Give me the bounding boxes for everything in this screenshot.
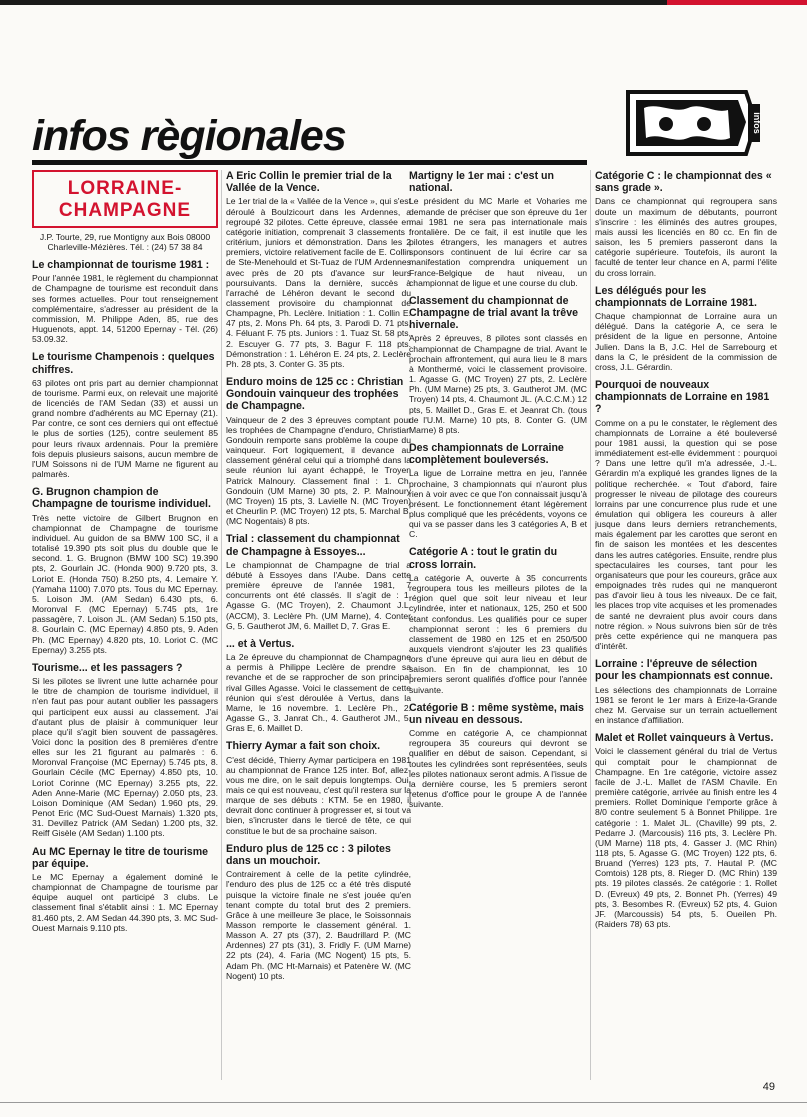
- column-1: [32, 170, 218, 1070]
- article-heading: Pourquoi de nouveaux championnats de Lorraine en 1981 ?: [595, 379, 770, 416]
- article-body: Contrairement à celle de la petite cylindrée, l'enduro des plus de 125 cc a été très disputé puisque la victoire finale ne s'est jouée qu'en tenant compte du total brut des 2 premiers. Grâce à une meilleure 3e place, le Soissonnais Masson remporte le classement général. 1. Masson A. 27 pts (37), 2. Baudrillard P. (MC Ardennes) 27 pts (31), 3. Fridly F. (UM Marne) 22 pts (24), 4. Faria (MC Nogent) 15 pts, 5. Adam Ph. (MC Ht-Marnais) et Patenère W. (MC Nogent) 10 pts.: [226, 869, 411, 981]
- article: [595, 732, 777, 929]
- article-body: Comme on a pu le constater, le règlement des championnats de Lorraine a été bouleversé pour 1981 aussi, la question qui se pose immédiatement est-elle évidemment : pourquoi ? Dans une lettre qu'il m'a adressée, J.-L. Gérardin m'a expliqué les grandes lignes de la politique recherchée. « Tout d'abord, faire progresser le niveau de pilotage des coureurs lorrains par une concurrence plus rude et une émulation qui obligera les coureurs à aller jusque dans leurs derniers retranchements, mais également par les carottes que seront en fin de saison les montées et les descentes dans les autres catégories. Ensuite, rendre plus spectaculaires les courses, tant pour les organisateurs que pour les coureurs, grâce aux empoignades très rudes qui ne manqueront pas d'avoir lieu à tous les niveaux. De ce fait, les places trop vite acquises et les promenades de santé ne devraient plus avoir cours dans notre région. » Nous suivrons bien sûr de très près cette expérience qui ne manquera pas d'intérêt.: [595, 417, 777, 652]
- article-heading: Les délégués pour les championnats de Lorraine 1981.: [595, 284, 757, 309]
- article-body: Le président du MC Marle et Voharies me demande de préciser que son épreuve du 1er mai 1981 ne sera pas internationale mais frontalière. De ce fait, il est inutile que les pilotes étrangers, les managers et autres sponsors continuent de lui écrire car sa manifestation comprendra uniquement un France-Belgique de haut niveau, un championnat de ligue et une course du club.: [409, 196, 587, 288]
- page-title: infos règionales: [32, 112, 346, 160]
- article-body: La ligue de Lorraine mettra en jeu, l'année prochaine, 3 championnats qui n'auront plus rien à voir avec ce que l'on connaissait jusqu'à présent. Le fonctionnement étant légèrement plus compliqué que les précédents, voyons ce qui va se passer dans les 3 catégories A, B et C.: [409, 468, 587, 540]
- article-heading: Catégorie C : le championnat des « sans grade ».: [595, 170, 772, 195]
- article: [32, 259, 218, 344]
- article-body: Dans ce championnat qui regroupera sans doute un maximum de débutants, pourront s'inscrire : les éliminés des autres groupes, mais aussi les licenciés en 80 cc. En fin de saison, les 5 premiers passeront dans la catégorie supérieure. Toutefois, ils auront la faculté de tenter leur chance en A, parmi l'élite du cross lorrain.: [595, 196, 777, 278]
- title-rule: [32, 160, 587, 165]
- article-heading: Trial : classement du championnat de Champagne à Essoyes...: [226, 533, 400, 558]
- article-body: Chaque championnat de Lorraine aura un délégué. Dans la catégorie A, ce sera le président de la ligue en personne, Antoine Julien. Dans la B, J.C. Hel de Sarrebourg et dans la C, le président de la commission de cross, J.L. Gérardin.: [595, 311, 777, 372]
- article: [226, 533, 411, 631]
- article: [32, 351, 218, 479]
- article-heading: Au MC Epernay le titre de tourisme par équipe.: [32, 845, 209, 870]
- article-body: Les sélections des championnats de Lorraine 1981 se feront le 1er mars à Erize-la-Grande chez M. Gervaise sur un terrain actuellement en instance d'affiliation.: [595, 684, 777, 726]
- logo-text: infos: [752, 112, 762, 134]
- correspondent-address: J.P. Tourte, 29, rue Montigny aux Bois 08000 Charleville-Mézières. Tél. : (24) 57 38 84: [39, 232, 211, 252]
- article: [595, 170, 777, 278]
- article-body: 63 pilotes ont pris part au dernier championnat de tourisme. Parmi eux, on relevait une majorité de licenciés de l'AM Sedan (33) et aussi un grand nombre d'adhérents au MC Epernay (21). Par contre, ce sont ces derniers qui ont effectué le plus de sorties (125), contre seulement 85 pour leurs rivaux ardennais. Pour la première fois depuis plusieurs saisons, aucun membre de l'UM Soissons ni de l'UM Marne ne figurent au palmarès.: [32, 377, 218, 480]
- article-body: Voici le classement général du trial de Vertus qui comptait pour le championnat de Champagne. En 1re catégorie, victoire assez facile de J.-L. Mallet de l'ASM Chavile. En première catégorie, arrivée au finish entre les 4 premiers. Rollet Dominique l'emporte grâce à 8/0 contre seulement 5 à Bonnet Philippe. 1re catégorie : 1. Malet JL. (Chaville) 99 pts, 2. Pedarre J. (Marcousis) 116 pts, 3. Leclère Ph. (UM Marne) 118 pts, 4. Gasser J. (MC Rhin) 118 pts, 5. Agasse G. (MC Troyen) 122 pts, 6. Bruand (Yerres) 123 pts, 7. Hautal P. (MC Comtois) 128 pts, 8. Rieger D. (MC Rhin) 139 pts. 19 pilotes classés. 2e catégorie : 1. Rollet D. (Evreux) 49 pts, 2. Bonnet Ph. (Yerres) 49 pts, 3. Besombes R. (Evreux) 52 pts, 4. Guion JF. (Marcoussis) 54 pts, 5. Oueilen Ph. (Raiders 78) 63 pts.: [595, 746, 777, 930]
- article-heading: A Eric Collin le premier trial de la Vallée de la Vence.: [226, 170, 392, 195]
- article-heading: Lorraine : l'épreuve de sélection pour les championnats est connue.: [595, 658, 773, 683]
- article: [409, 170, 587, 288]
- page-number: 49: [762, 1081, 775, 1093]
- article: [595, 285, 777, 372]
- article-heading: Enduro moins de 125 cc : Christian Gondouin vainqueur des trophées de Champagne.: [226, 376, 404, 413]
- article-body: Si les pilotes se livrent une lutte acharnée pour le titre de champion de tourisme individuel, il n'en faut pas pour autant oublier les passagers qui participent eux aussi au classement. J'ai d'autant plus de plaisir à communiquer leur place qu'il s'agit bien souvent de passagères. Voici donc la position des 8 premières d'entre elles sur les 21 figurant au palmarès : 6. Moronval Françoise (MC Epernay) 5.745 pts, 8. Gourlain Cécile (MC Epernay) 4.850 pts, 10. Loriot Corinne (MC Epernay) 3.255 pts, 22. Aden Anne-Marie (MC Epernay) 2.050 pts, 23. Loison Dominique (AM Sedan) 1.960 pts, 29. Penot Eric (MC Sud-Ouest Marnais) 1.320 pts, 31. Devillez Patrick (AM Sedan) 1.200 pts, 32. Reiff Gisèle (AM Sedan) 1.100 pts.: [32, 676, 218, 839]
- region-header: [32, 170, 218, 228]
- article: [226, 740, 411, 835]
- column-4: [595, 170, 777, 1070]
- article-heading: Catégorie A : tout le gratin du cross lorrain.: [409, 546, 558, 571]
- region-title: LORRAINE-CHAMPAGNE: [58, 178, 192, 221]
- article-body: Le championnat de Champagne de trial a débuté à Essoyes dans l'Aube. Dans cette première épreuve de l'année 1981, 7 concurrents ont été classés. Il s'agit de : 1. Agasse G. (MC Troyen), 2. Chaumont J.L. (ACCM), 3. Leclère Ph. (UM Marne), 4. Conter G, 5. Gautherot JM, 6. Maillet D, 7. Gras E.: [226, 559, 411, 631]
- article: [226, 638, 411, 733]
- article-heading: Tourisme... et les passagers ?: [32, 661, 183, 674]
- article-heading: G. Brugnon champion de Champagne de tourisme individuel.: [32, 486, 211, 511]
- article-body: Vainqueur de 2 des 3 épreuves comptant pour les trophées de Champagne d'enduro, Christian Gondouin remporte sans problème la coupe du vainqueur. Fort logiquement, il devance au classement général celui qui a triomphé dans la seule réunion lui ayant échappé, le Troyen Patrick Malnoury. Classement final : 1. Ch. Gondouin (UM Marne) 30 pts, 2. P. Malnoury (MC Troyen) 15 pts, 3. Lavielle N. (MC Troyen) et Cheurlin P. (MC Troyen) 12 pts, 5. Marchal B. (MC Nogentais) 8 pts.: [226, 414, 411, 527]
- article: [595, 658, 777, 725]
- article-heading: Martigny le 1er mai : c'est un national.: [409, 170, 554, 195]
- article-body: La 2e épreuve du championnat de Champagne a permis à Philippe Leclère de prendre sa revanche et de se rapprocher de son principal rival Gilles Agasse. Voici le classement de cette réunion qui s'est déroulée à Vertus, dans la Marne, le 16 novembre. 1. Leclère Ph., 2. Agasse G., 3. Janrat Ch., 4. Gautherot JM., 5. Gras E, 6. Maillet D.: [226, 652, 411, 734]
- article-body: C'est décidé, Thierry Aymar participera en 1981 au championnat de France 125 inter. Bof, allez-vous me dire, on le sait depuis longtemps. Oui, mais ce qui est nouveau, c'est qu'il restera sur la marque de ses débuts : KTM. 5e en 1980, il devrait donc continuer à progresser et, si tout va bien, s'incruster dans le tiercé de tête, ce qui constitue le but de sa prochaine saison.: [226, 754, 411, 836]
- footer-rule: [0, 1102, 807, 1103]
- article: [226, 843, 411, 981]
- article-body: Pour l'année 1981, le règlement du championnat de Champagne de tourisme est reconduit dans ses formes actuelles. Pour tout renseignement complémentaire, s'adresser au président de la commission, M. Philippe Aden, 85, rue des Huguenots, appt. 14, 51200 Epernay - Tél. (26) 53.09.32.: [32, 273, 218, 345]
- article: [409, 295, 587, 435]
- article-heading: Des championnats de Lorraine complètement bouleversés.: [409, 441, 564, 467]
- article-body: Comme en catégorie A, ce championnat regroupera 35 coureurs qui devront se qualifier en début de saison. Cependant, si toutes les cylindrées sont représentées, seuls les pilotes nationaux seront admis. A l'issue de la dernière course, les 5 premiers seront retenus d'office pour le groupe A de l'année suivante.: [409, 728, 587, 810]
- top-accent-bar: [667, 0, 807, 5]
- article-body: Le MC Epernay a également dominé le championnat de Champagne de tourisme par équipe auquel ont participé 3 clubs. Le classement final s'établit ainsi : 1. MC Epernay 81.460 pts, 2. AM Sedan 44.390 pts, 3. MC Sud-Ouest Marnais 9.110 pts.: [32, 871, 218, 933]
- article: [32, 662, 218, 839]
- article-body: La catégorie A, ouverte à 35 concurrents regroupera tous les meilleurs pilotes de la région quel que soit leur niveau et leur cylindrée, inter et nationaux, 125, 250 et 500 étant confondus. Les qualifiés pour ce super championnat seront : les 6 premiers du classement de 1980 en 125 et en 250/500 auxquels viendront s'ajouter les 23 qualifiés lors d'une épreuve qui aura lieu en début de saison. En fin de championnat, les 10 premiers seront qualifiés d'office pour l'année suivante.: [409, 572, 587, 695]
- column-divider: [221, 170, 222, 1080]
- article-heading: Le championnat de tourisme 1981 :: [32, 259, 210, 271]
- column-3: [409, 170, 587, 1070]
- article: [32, 846, 218, 933]
- article: [409, 546, 587, 694]
- article-body: Après 2 épreuves, 8 pilotes sont classés en championnat de Champagne de trial. Avant le prochain affrontement, qui aura lieu le 8 mars à Monthermé, voici le classement provisoire. 1. Agasse G. (MC Troyen) 27 pts, 2. Leclère Ph. (UM Marne) 25 pts, 3. Gautherot JM. (MC Troyen) 14 pts, 4. Chaumont JL. (A.C.C.M.) 12 pts, 5. Maillet D., Gras E. et Jeanrat Ch. (tous de l'U.M. Marne) 10 pts, 8. Conter G. (UM Marne) 8 pts.: [409, 333, 587, 435]
- column-2: [226, 170, 411, 1070]
- infos-logo-icon: [618, 84, 768, 162]
- article-heading: Le tourisme Champenois : quelques chiffres.: [32, 351, 215, 376]
- column-divider: [590, 170, 591, 1080]
- article-heading: Malet et Rollet vainqueurs à Vertus.: [595, 732, 774, 745]
- article-heading: Classement du championnat de Champagne de trial avant la trêve hivernale.: [409, 294, 578, 332]
- article-body: Le 1er trial de la « Vallée de la Vence », qui s'est déroulé à Boulzicourt dans les Ardennes, a regroupé 32 pilotes. Cette épreuve, classée en catégorie initiation, comprenait 3 classements : critérium, juniors et démonstration. Dans les 2 premiers, victoire relativement facile de E. Collin de Ste-Menehould et St-Tuaz de l'UM Ardennes avec près de 20 pts d'avance sur leurs poursuivants. Dans la dernière, succès à l'arraché de Léhéron devant le second du classement provisoire du championnat de Champagne, Ph. Leclère. Initiation : 1. Collin E. 47 pts, 2. Mons Ph. 64 pts, 3. Parodi D. 71 pts, 4. Féluant F. 75 pts. Juniors : 1. Tuaz St. 58 pts, 2. Escuyer G. 77 pts, 3. Bagur F. 118 pts. Démonstration : 1. Léhéron E. 24 pts, 2. Leclère Ph. 28 pts, 3. Conter G. 35 pts.: [226, 196, 411, 369]
- article-heading: Enduro plus de 125 cc : 3 pilotes dans un mouchoir.: [226, 842, 391, 867]
- article: [226, 170, 411, 369]
- article: [226, 376, 411, 526]
- article: [595, 379, 777, 651]
- article-heading: ... et à Vertus.: [226, 637, 295, 650]
- article-heading: Thierry Aymar a fait son choix.: [226, 740, 381, 753]
- article-body: Très nette victoire de Gilbert Brugnon en championnat de Champagne de tourisme individuel. Au guidon de sa BMW 100 SC, il a totalisé 19.390 pts soit plus du double que le second. 1. G. Brugnon (BMW 100 SC) 19.390 pts, 2. Gourlain JC. (Honda 900) 9.720 pts, 3. Loriot E. (Honda 750) 8.250 pts, 4. Lemaire Y. (Yamaha 1100) 7.070 pts. Tous du MC Epernay. 5. Loison JM. (AM Sedan) 6.430 pts, 6. Moronval F. (MC Epernay) 5.745 pts, 1re passagère, 7. Loison JL. (AM Sedan) 5.150 pts, 8. Gourlain C. (MC Epernay) 4.850 pts, 9. Aden Ph. (MC Epernay) 4.820 pts, 10. Loriot C. (MC Epernay) 3.255 pts.: [32, 512, 218, 655]
- article: [409, 442, 587, 540]
- article: [32, 486, 218, 655]
- article-heading: Catégorie B : même système, mais un niveau en dessous.: [409, 701, 584, 726]
- article: [409, 702, 587, 810]
